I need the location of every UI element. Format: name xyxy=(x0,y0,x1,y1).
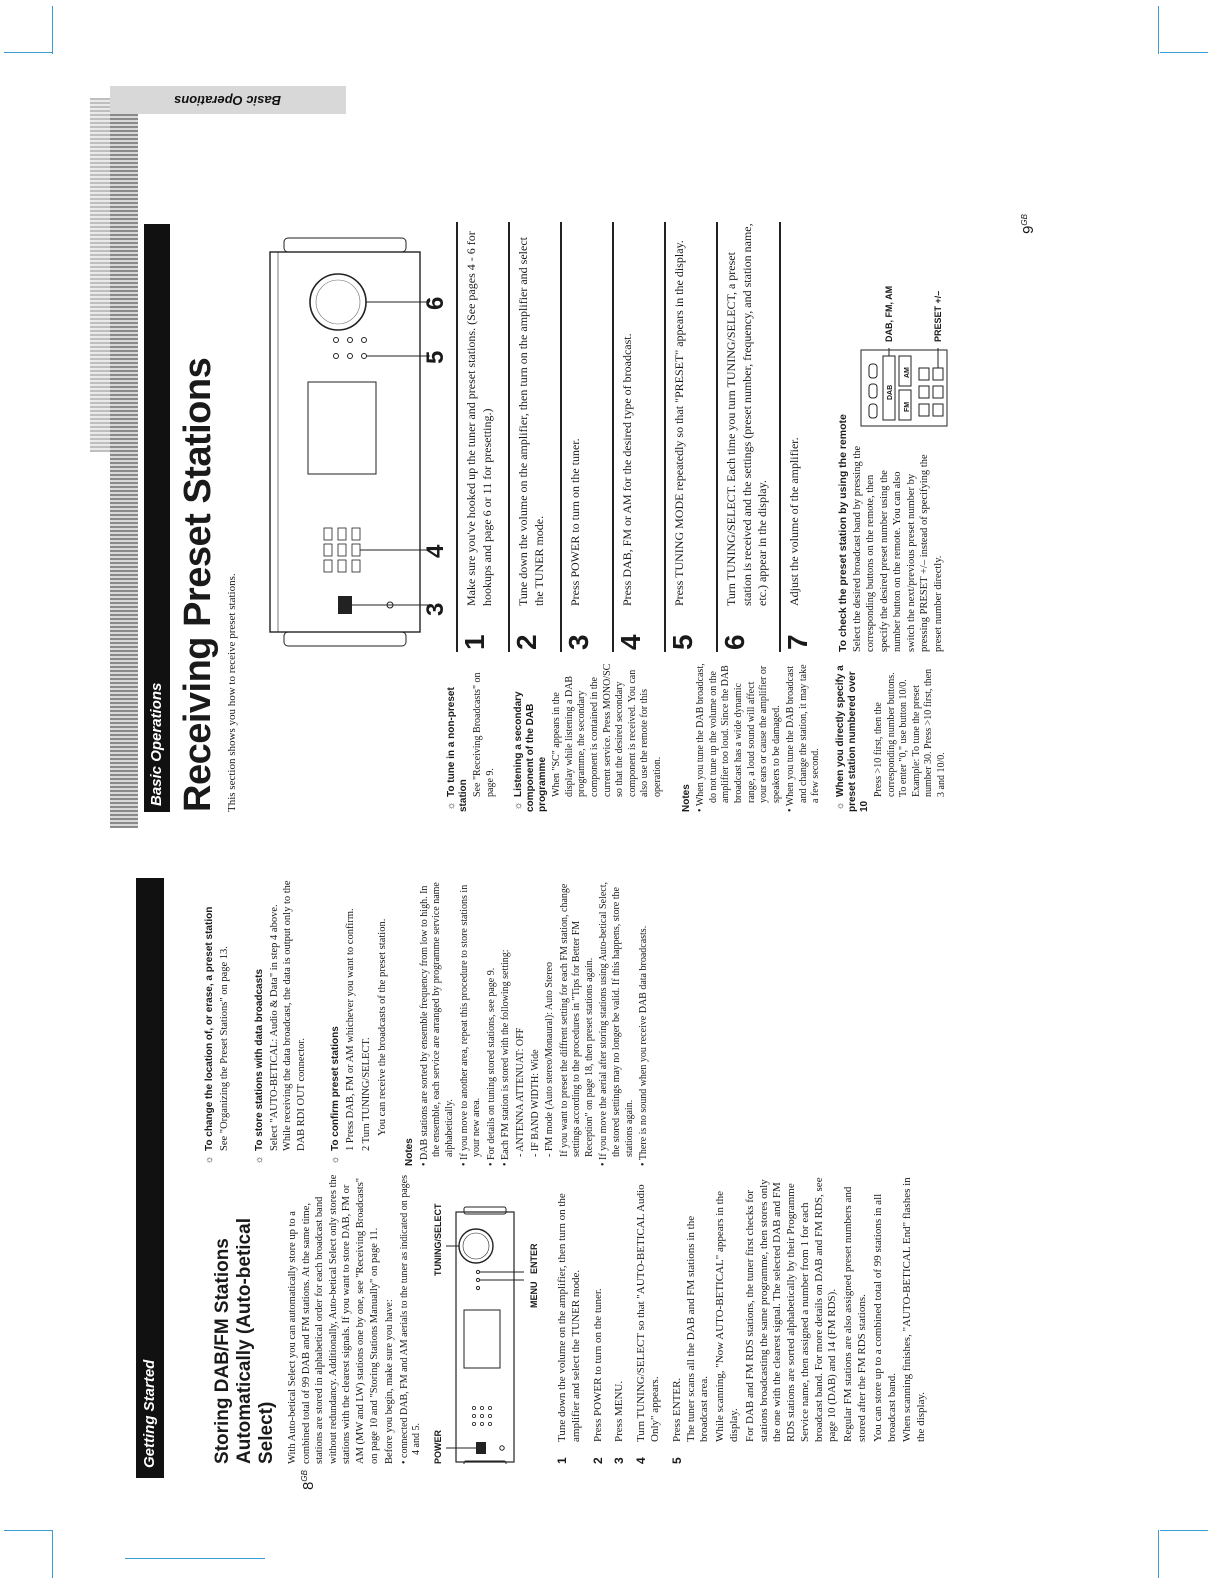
bullet-icon: • xyxy=(500,1159,512,1166)
note-item: • If you move to another area, repeat this procedure to store stations in your new area. xyxy=(458,884,483,1166)
before-begin-item: • connected DAB, FM and AM aerials to the tuner as indicated on pages 4 and 5. xyxy=(398,1175,423,1464)
lightbulb-tip-icon: ☼ xyxy=(446,801,457,811)
header-hatch-band xyxy=(90,98,110,452)
step-7: 7 Adjust the volume of the amplifier. xyxy=(779,222,823,652)
step-5: 5 Press TUNING MODE repeatedly so that "PRESET" appears in the display. xyxy=(664,222,708,652)
step-5-detail: Regular FM stations are also assigned preset numbers and stored after the FM RDS stations. xyxy=(842,1186,869,1442)
note-setting: - IF BAND WIDTH: Wide xyxy=(529,1049,541,1157)
bullet-icon: • xyxy=(398,1457,410,1464)
tip-body: See "Organizing the Preset Stations" on page 13. xyxy=(219,946,230,1151)
remote-button-fm: FM xyxy=(903,401,911,412)
remote-label-preset: PRESET +/– xyxy=(932,290,943,342)
notes-heading: Notes xyxy=(404,1138,416,1166)
tip-heading: ☼To confirm preset stations xyxy=(330,1026,342,1165)
lightbulb-tip-icon: ☼ xyxy=(330,1155,342,1165)
section-bar-getting-started xyxy=(136,878,164,1478)
remote-illustration xyxy=(859,348,949,428)
header-tab: Basic Operations xyxy=(110,86,346,114)
diagram-number: 3 xyxy=(422,602,449,616)
tip-heading: ☼Listening a secondary component of the DAB programme xyxy=(513,691,549,812)
step-2: 2 Tune down the volume on the amplifier, then turn on the amplifier and select the TUNER mode. xyxy=(508,222,552,652)
diagram-label-enter: ENTER xyxy=(528,1243,539,1274)
lightbulb-tip-icon: ☼ xyxy=(835,801,847,811)
page-number-right: $9^{GB}$ xyxy=(1020,214,1037,234)
before-begin-text: Before you begin, make sure you have: xyxy=(384,1299,396,1464)
left-column-2 xyxy=(198,878,653,1166)
step-2: 2 Press POWER to turn on the tuner. xyxy=(590,1288,605,1464)
remote-button-am: AM xyxy=(903,367,911,378)
section-bar-basic-operations xyxy=(144,224,170,812)
page-title: Storing DAB/FM Stations Automatically (Auto-betical Select) xyxy=(212,1218,277,1464)
bullet-icon: • xyxy=(638,1160,650,1166)
intro-text: With Auto-betical Select you can automatically store up to a combined total of 99 DAB and FM stations. At the same time, stations are stored in alphabetical order for each broadcast band without redundancy. Additionally, Auto-betical Select only stores the stations with the clearest signals. If you want to store DAB, FM or AM (MW and LW) stations one by one, see "Receiving Broadcasts" on page 10 and "Storing Stations Manually" on page 11. xyxy=(287,1174,380,1464)
header-hatch-band xyxy=(110,98,138,828)
step-1: 1 Tune down the volume on the amplifier, then turn on the amplifier and select the TUNER mode. xyxy=(554,1193,582,1464)
remote-section xyxy=(837,222,946,652)
tuner-illustration xyxy=(250,222,450,652)
tip-body: Press >10 first, then the corresponding number buttons. To enter "0," use button 10/0. Example: To tune the preset number 30. Press >10 first, then 3 and 10/0. xyxy=(873,668,948,797)
diagram-number: 4 xyxy=(422,544,449,558)
diagram-number: 5 xyxy=(422,350,449,364)
note-setting: - ANTENNA ATTENUAT: OFF xyxy=(514,1027,526,1157)
confirm-step: 1 Press DAB, FM or AM whichever you want to confirm. xyxy=(345,908,357,1151)
remote-label-band: DAB, FM, AM xyxy=(883,285,894,342)
page-title-right: Receiving Preset Stations xyxy=(177,357,219,812)
bullet-icon: • xyxy=(418,1159,430,1166)
note-item: • For details on tuning stored stations, see page 9. xyxy=(485,967,497,1166)
step-5-detail: When scanning finishes, "AUTO-BETICAL End" flashes in the display. xyxy=(901,1177,928,1442)
bullet-icon: • xyxy=(785,806,797,812)
tip-heading: ☼To change the location of, or erase, a preset station xyxy=(204,906,215,1165)
section-title: Getting Started xyxy=(141,1359,158,1468)
tuner-diagram-right xyxy=(250,222,450,652)
confirm-step: You can receive the broadcasts of the preset station. xyxy=(376,918,388,1136)
page-number-left: $8^{GB}$ xyxy=(300,1470,317,1490)
step-3: 3 Press POWER to turn on the tuner. xyxy=(560,222,604,652)
note-item: • If you move the aerial after storing stations using Auto-betical Select, the stored settings may no longer be valid. If this happens, store the stations again. xyxy=(598,882,635,1166)
step-5: 5 Press ENTER. The tuner scans all the DAB and FM stations in the broadcast area. While scanning, "Now AUTO-BETICAL" appears in the display. For DAB and FM RDS stations, the tuner first checks for stations broadcasting the same programme, then stores only the one with the clearest signal. The selected DAB and FM RDS stations are sorted alphabetically by their Programme Service name, then assigned a number from 1 for each broadcast band. For more details on DAB and FM RDS, see page 10 (DAB) and 14 (FM RDS). Regular FM stations are also assigned preset numbers and stored after the FM RDS stations. You can store up to a combined total of 99 stations in all broadcast band. When scanning finishes, "AUTO-BETICAL End" flashes in the display. xyxy=(671,1174,929,1464)
intro-text-right: This section shows you how to receive preset stations. xyxy=(226,573,238,812)
step-6: 6 Turn TUNING/SELECT. Each time you turn TUNING/SELECT, a preset station is received and the settings (preset number, frequency, and station name, etc.) appear in the display. xyxy=(716,222,771,652)
diagram-label-power: POWER xyxy=(432,1429,443,1464)
step-3: 3 Press MENU. xyxy=(612,1380,627,1464)
tip-body: See "Receiving Broadcasts" on page 9. xyxy=(472,672,496,797)
remote-body: Select the desired broadcast band by pressing the corresponding buttons on the remote, then specify the desired preset number using the number button on the remote. You can also switch the next/previous preset number by pressing PRESET +/– instead of specifying the preset number directly. xyxy=(851,445,944,652)
tip-heading: ☼To tune in a non-preset station xyxy=(446,687,469,812)
step-5-detail: You can store up to a combined total of 99 stations in all broadcast band. xyxy=(871,1193,898,1442)
lightbulb-tip-icon: ☼ xyxy=(204,1155,215,1165)
note-item: • There is no sound when you receive DAB data broadcasts. xyxy=(638,925,650,1166)
note-item: • When you tune the DAB broadcast and change the station, it may take a few second. xyxy=(785,664,822,812)
tip-body: When "SC" appears in the display while listening a DAB programme, the secondary component is contained in the current service. Press MONO/SC so that the desired secondary component is received. You can also use the remote for this operation. xyxy=(551,663,663,797)
step-1: 1 Make sure you've hooked up the tuner and preset stations. (See pages 4 - 6 for hookups and page 6 or 11 for presetting.) xyxy=(456,222,500,652)
tuner-illustration xyxy=(446,1174,526,1464)
step-4: 4 Press DAB, FM or AM for the desired type of broadcast. xyxy=(612,222,656,652)
notes-heading: Notes xyxy=(680,784,692,812)
diagram-label-menu: MENU xyxy=(528,1281,539,1308)
bullet-icon: • xyxy=(458,1159,470,1166)
tuner-front-panel-diagram xyxy=(432,1174,550,1464)
step-5-detail: For DAB and FM RDS stations, the tuner first checks for stations broadcasting the same programme, then stores only the one with the clearest signal. The selected DAB and FM RDS stations are sorted alphabetically by their Programme Service name, then assigned a number from 1 for each broadcast band. For more details on DAB and FM RDS, see page 10 (DAB) and 14 (FM RDS). xyxy=(743,1177,839,1442)
bullet-icon: • xyxy=(485,1159,497,1166)
note-setting: If you want to preset the diffrent setting for each FM station, change settings according to the procedures in "Tips for Better FM Reception" on page 18, then preset stations again. xyxy=(558,883,595,1157)
step-5-detail: The tuner scans all the DAB and FM stations in the broadcast area. xyxy=(684,1215,711,1442)
bullet-icon: • xyxy=(598,1159,610,1166)
note-setting: - FM mode (Auto stereo/Monaural): Auto Stereo xyxy=(544,962,556,1157)
diagram-number: 6 xyxy=(422,296,449,310)
remote-button-dab: DAB xyxy=(886,384,894,400)
remote-heading: To check the preset station by using the remote xyxy=(836,414,849,652)
note-item: • When you tune the DAB broadcast, do not tune up the volume on the amplifier too loud. Since the DAB broadcast has a wide dynamic range, a loud sound will affect your ears or cause the amplifier or speakers to be damaged. xyxy=(695,663,782,812)
step-4: 4 Turn TUNING/SELECT so that "AUTO-BETICAL Audio Only" appears. xyxy=(634,1184,661,1464)
bullet-icon: • xyxy=(695,806,707,812)
right-column-1 xyxy=(440,662,951,812)
diagram-label-tuning: TUNING/SELECT xyxy=(432,1203,443,1276)
tip-heading: ☼When you directly specify a preset station numbered over 10 xyxy=(835,665,871,812)
confirm-step: 2 Turn TUNING/SELECT. xyxy=(360,1037,372,1151)
section-title: Basic Operations xyxy=(148,682,165,806)
note-item: • Each FM station is stored with the following setting: xyxy=(500,949,512,1166)
note-item: • DAB stations are sorted by ensemble frequency from low to high. In the ensemble, each service are arranged by programme service name alphabetically. xyxy=(418,882,455,1166)
step-5-detail: While scanning, "Now AUTO-BETICAL" appears in the display. xyxy=(714,1190,740,1442)
tip-body: Select "AUTO-BETICAL: Audio & Data" in step 4 above. While receiving the data broadcast, the data is output only to the DAB RDI OUT connector. xyxy=(268,880,307,1151)
remote-diagram xyxy=(859,228,949,428)
lightbulb-tip-icon: ☼ xyxy=(513,801,525,811)
right-column-steps xyxy=(456,222,947,652)
lightbulb-tip-icon: ☼ xyxy=(253,1155,265,1165)
left-column-1 xyxy=(212,1174,937,1464)
tip-heading: ☼To store stations with data broadcasts xyxy=(253,968,265,1165)
